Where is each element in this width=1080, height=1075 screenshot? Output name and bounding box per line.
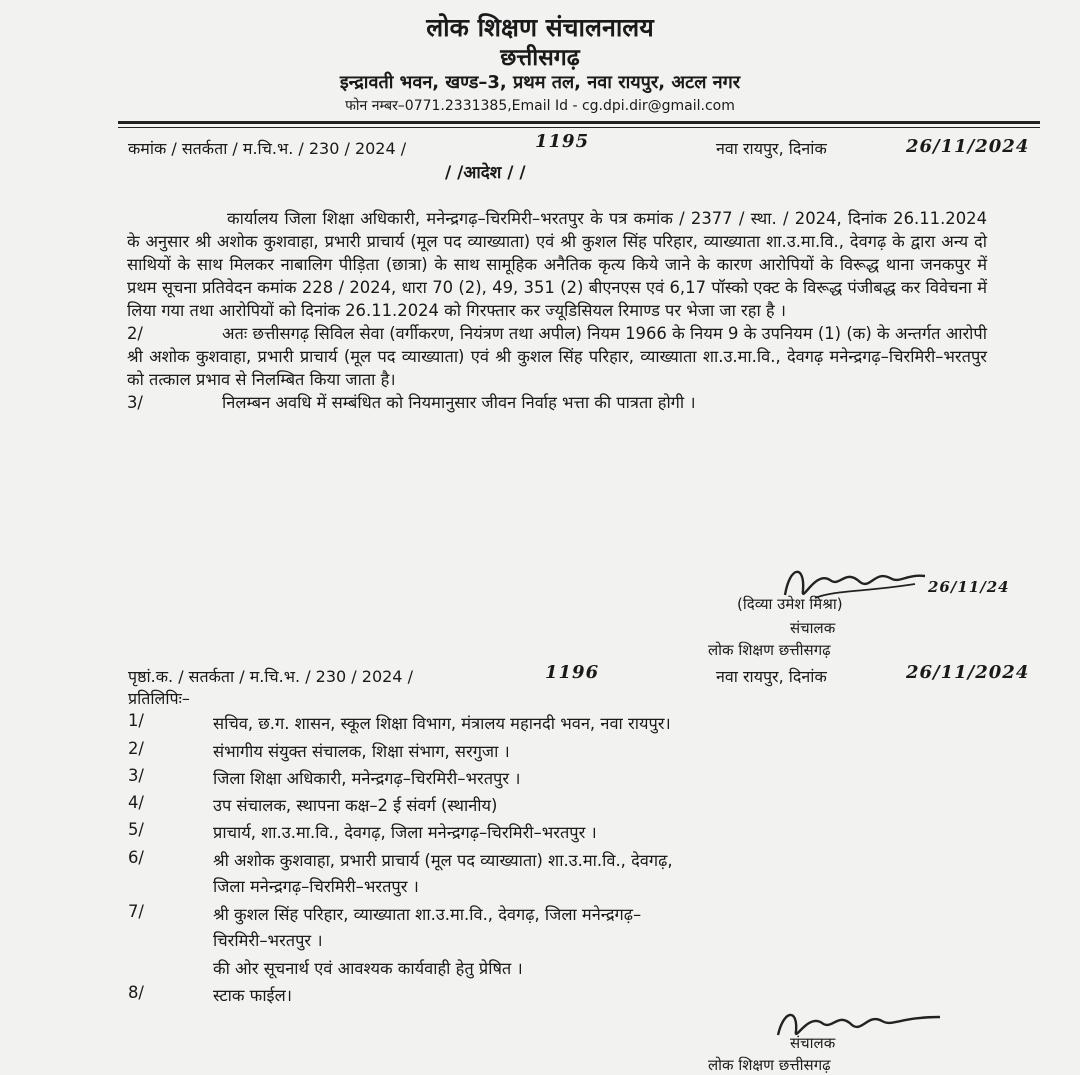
- recipient-4: उप संचालक, स्थापना कक्ष–2 ई संवर्ग (स्थानीय): [213, 796, 498, 815]
- paragraph-2: [127, 322, 987, 391]
- recipient-4-number: 4/: [128, 793, 144, 812]
- signatory-2-designation: संचालक: [790, 1034, 836, 1052]
- order-ref-number: कमांक / सतर्कता / म.चि.भ. / 230 / 2024 /: [128, 139, 407, 158]
- closing-line: की ओर सूचनार्थ एवं आवश्यक कार्यवाही हेतु प्रेषित ।: [213, 959, 523, 978]
- recipient-2-number: 2/: [128, 739, 144, 758]
- state-name: छत्तीसगढ़: [500, 45, 580, 71]
- recipient-7-line-2: चिरमिरी–भरतपुर ।: [213, 931, 323, 950]
- recipient-6-line-2: जिला मनेन्द्रगढ़–चिरमिरी–भरतपुर ।: [213, 877, 419, 896]
- paragraph-3: [127, 391, 987, 414]
- recipient-2: संभागीय संयुक्त संचालक, शिक्षा संभाग, सरगुजा ।: [213, 742, 510, 761]
- recipient-1: सचिव, छ.ग. शासन, स्कूल शिक्षा विभाग, मंत्रालय महानदी भवन, नवा रायपुर।: [213, 714, 671, 733]
- header-rule: [118, 121, 1040, 124]
- office-name: लोक शिक्षण संचालनालय: [426, 13, 654, 42]
- recipient-8-number: 8/: [128, 983, 144, 1002]
- order-body: [127, 207, 987, 414]
- recipient-3-number: 3/: [128, 766, 144, 785]
- endorsement-ref-number: पृष्ठां.क. / सतर्कता / म.चि.भ. / 230 / 2024 /: [128, 667, 413, 686]
- paragraph-3-text: निलम्बन अवधि में सम्बंधित को नियमानुसार जीवन निर्वाह भत्ता की पात्रता होगी ।: [222, 393, 696, 412]
- paragraph-1: कार्यालय जिला शिक्षा अधिकारी, मनेन्द्रगढ़–चिरमिरी–भरतपुर के पत्र कमांक / 2377 / स्था. / 2024, दिनांक 26.11.2024 के अनुसार श्री अशोक कुशवाहा, प्रभारी प्राचार्य (मूल पद व्याख्याता) एवं श्री कुशल सिंह परिहार, व्याख्याता शा.उ.मा.वि., देवगढ़ के द्वारा अन्य दो साथियों के साथ मिलकर नाबालिग पीड़िता (छात्रा) के साथ सामूहिक अनैतिक कृत्य किये जाने के कारण आरोपियों के विरूद्ध थाना जनकपुर में प्रथम सूचना प्रतिवेदन कमांक 228 / 2024, धारा 70 (2), 49, 351 (2) बीएनएस एवं 6,17 पॉस्को एक्ट के विरूद्ध पंजीबद्ध कर विवेचना में लिया गया तथा आरोपियों को दिनांक 26.11.2024 को गिरफ्तार कर ज्यूडिसियल रिमाण्ड पर भेजा जा रहा है ।: [127, 209, 987, 320]
- recipient-5: प्राचार्य, शा.उ.मा.वि., देवगढ़, जिला मनेन्द्रगढ़–चिरमिरी–भरतपुर ।: [213, 823, 597, 842]
- recipient-1-number: 1/: [128, 711, 144, 730]
- contact-line: फोन नम्बर–0771.2331385,Email Id - cg.dpi.dir@gmail.com: [345, 98, 735, 114]
- recipient-8: स्टाक फाईल।: [213, 986, 292, 1005]
- signatory-office: लोक शिक्षण छत्तीसगढ़: [708, 641, 831, 659]
- office-address: इन्द्रावती भवन, खण्ड–3, प्रथम तल, नवा रायपुर, अटल नगर: [339, 72, 741, 93]
- recipient-6-line-1: श्री अशोक कुशवाहा, प्रभारी प्राचार्य (मूल पद व्याख्याता) शा.उ.मा.वि., देवगढ़,: [213, 851, 673, 870]
- recipient-7-line-1: श्री कुशल सिंह परिहार, व्याख्याता शा.उ.मा.वि., देवगढ़, जिला मनेन्द्रगढ़–: [213, 905, 642, 924]
- endorsement-ref-handwritten: 1196: [545, 662, 600, 683]
- order-date-handwritten: 26/11/2024: [906, 136, 1030, 157]
- recipient-3: जिला शिक्षा अधिकारी, मनेन्द्रगढ़–चिरमिरी–भरतपुर ।: [213, 769, 521, 788]
- endorsement-date-handwritten: 26/11/2024: [906, 662, 1030, 683]
- order-place-date-label: नवा रायपुर, दिनांक: [716, 139, 827, 158]
- endorsement-place-date-label: नवा रायपुर, दिनांक: [716, 667, 827, 686]
- paragraph-2-number: 2/: [127, 324, 143, 343]
- copy-to-label: प्रतिलिपिः–: [128, 689, 190, 708]
- signatory-designation: संचालक: [790, 619, 836, 637]
- signatory-2-office: लोक शिक्षण छत्तीसगढ़: [708, 1056, 831, 1074]
- header-rule-thin: [118, 127, 1040, 128]
- paragraph-3-number: 3/: [127, 393, 143, 412]
- recipient-7-number: 7/: [128, 902, 144, 921]
- recipient-6-number: 6/: [128, 848, 144, 867]
- signatory-name: (दिव्या उमेश मिश्रा): [737, 595, 843, 613]
- recipient-5-number: 5/: [128, 820, 144, 839]
- paragraph-2-text: अतः छत्तीसगढ़ सिविल सेवा (वर्गीकरण, नियंत्रण तथा अपील) नियम 1966 के नियम 9 के उपनियम (1) (क) के अन्तर्गत आरोपी श्री अशोक कुशवाहा, प्रभारी प्राचार्य (मूल पद व्याख्याता) एवं श्री कुशल सिंह परिहार, व्याख्याता शा.उ.मा.वि., देवगढ़ मनेन्द्रगढ़–चिरमिरी–भरतपुर को तत्काल प्रभाव से निलम्बित किया जाता है।: [127, 324, 987, 389]
- order-heading: / /आदेश / /: [445, 163, 526, 183]
- signature-1-date: 26/11/24: [928, 578, 1010, 596]
- order-ref-handwritten: 1195: [535, 131, 590, 152]
